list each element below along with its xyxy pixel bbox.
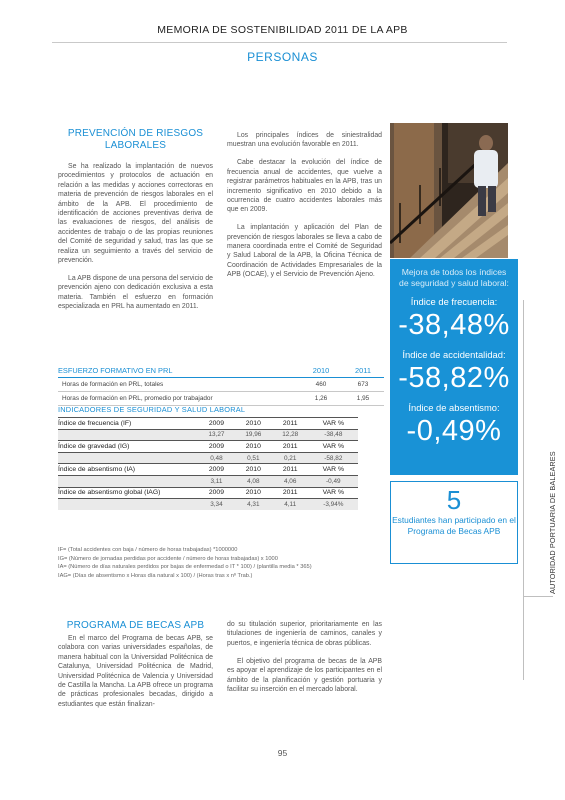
kpi-highlight-box — [390, 259, 518, 475]
table-header-row — [58, 366, 384, 378]
cell-value: 0,21 — [272, 452, 309, 464]
col-header: 2011 — [272, 441, 309, 453]
prl-heading: PREVENCIÓN DE RIESGOS LABORALES — [67, 128, 204, 151]
cell-value: 4,11 — [272, 499, 309, 510]
col-header: 2011 — [272, 464, 309, 476]
paragraph: Se ha realizado la implantación de nuevos procedimientos y protocolos de actuación en relación a las medidas y acciones correctoras en materia de prevención de riesgos laborales en el ámbito de la APB. El procedimiento de identificación de acciones preventivas deriva de las evaluaciones de riesgos, del análisis de accidentes de trabajo o de las propias reuniones del Comité de seguridad y salud, tras las que se realiza un seguimiento a través del servicio de prevención. — [58, 163, 213, 265]
cell-value: 12,28 — [272, 429, 309, 441]
col-header: 2010 — [235, 418, 272, 430]
empty-cell — [58, 452, 198, 464]
indicator-value-row — [58, 452, 358, 464]
students-box — [390, 481, 518, 564]
becas-column-1 — [58, 634, 213, 718]
indicator-value-row — [58, 475, 358, 487]
section-title: PERSONAS — [247, 50, 318, 64]
year-header: 2010 — [300, 366, 342, 378]
indicators-title: INDICADORES DE SEGURIDAD Y SALUD LABORAL — [58, 405, 246, 414]
note-line: IG= (Número de jornadas perdidas por accidente / número de horas trabajadas) x 1000 — [58, 555, 278, 562]
kpi-value-accident: -58,82% — [398, 362, 510, 394]
indicator-value-row — [58, 429, 358, 441]
cell-value: -38,48 — [309, 429, 358, 441]
cell-value: 0,51 — [235, 452, 272, 464]
col-header: 2009 — [198, 487, 235, 499]
students-text: Estudiantes han participado en el Programa de Becas APB — [392, 515, 516, 536]
cell-value: 1,26 — [300, 392, 342, 406]
indicator-name: Índice de frecuencia (IF) — [58, 418, 198, 430]
cell-value: -0,49 — [309, 475, 358, 487]
paragraph: La APB dispone de una persona del servicio de prevención ajeno con dedicación exclusiva a esta materia. También el esfuerzo en formación especializada en PRL ha aumentado en 2011. — [58, 274, 213, 311]
col-header: 2010 — [235, 441, 272, 453]
col-header: 2009 — [198, 441, 235, 453]
kpi-intro: Mejora de todos los índices de seguridad y salud laboral: — [399, 267, 509, 288]
empty-cell — [58, 429, 198, 441]
cell-value: 4,06 — [272, 475, 309, 487]
cell-value: 673 — [342, 378, 384, 392]
becas-column-2 — [227, 620, 382, 703]
becas-heading: PROGRAMA DE BECAS APB — [66, 620, 205, 631]
empty-cell — [58, 475, 198, 487]
side-divider — [523, 300, 524, 680]
kpi-value-frequency: -38,48% — [398, 309, 510, 341]
page-header-title: MEMORIA DE SOSTENIBILIDAD 2011 DE LA APB — [157, 24, 408, 36]
header-divider — [52, 42, 507, 43]
col-header: 2009 — [198, 418, 235, 430]
cell-value: 4,31 — [235, 499, 272, 510]
col-header: VAR % — [309, 441, 358, 453]
note-line: IF= (Total accidentes con baja / número de horas trabajadas) *1000000 — [58, 547, 238, 553]
indicators-table — [58, 417, 358, 510]
training-table — [58, 366, 384, 406]
col-header: VAR % — [309, 487, 358, 499]
cell-value: 3,34 — [198, 499, 235, 510]
paragraph: La implantación y aplicación del Plan de prevención de riesgos laborales se lleva a cabo de manera coordinada entre el Comité de Seguridad y Salud Laboral de la APB, la Oficina Técnica de Coordinación de Actividades Empresariales de la APB (OCAE), y el Servicio de Prevención Ajeno. — [227, 224, 382, 279]
indicator-name: Índice de absentismo (IA) — [58, 464, 198, 476]
paragraph: Cabe destacar la evolución del índice de frecuencia anual de accidentes, que vuelve a registrar parámetros habituales en la APB, tras un incremento significativo en 2010 debido a la ocurrencia de cuatro accidentes laborales más que en 2009. — [227, 159, 382, 214]
staircase-photo — [390, 123, 508, 258]
students-number: 5 — [446, 485, 462, 515]
indicator-value-row — [58, 499, 358, 510]
table-row — [58, 392, 384, 406]
formula-notes — [58, 546, 388, 580]
kpi-label-frequency: Índice de frecuencia: — [410, 296, 498, 307]
cell-value: -3,94% — [309, 499, 358, 510]
indicator-header-row — [58, 487, 358, 499]
indicator-header-row — [58, 441, 358, 453]
indicator-name: Índice de gravedad (IG) — [58, 441, 198, 453]
cell-value: -58,82 — [309, 452, 358, 464]
year-header: 2011 — [342, 366, 384, 378]
col-header: VAR % — [309, 464, 358, 476]
kpi-label-accident: Índice de accidentalidad: — [402, 349, 506, 360]
indicator-header-row — [58, 464, 358, 476]
cell-value: 1,95 — [342, 392, 384, 406]
col-header: 2010 — [235, 487, 272, 499]
table-row — [58, 378, 384, 392]
empty-cell — [58, 499, 198, 510]
col-header: 2009 — [198, 464, 235, 476]
training-title: ESFUERZO FORMATIVO EN PRL — [58, 366, 300, 378]
col-header: 2011 — [272, 418, 309, 430]
note-line: IA= (Número de días naturales perdidos por bajas de enfermedad o IT * 100) / (plantilla media * 365) — [58, 564, 312, 570]
prl-column-2 — [227, 131, 382, 288]
side-tab-line — [523, 596, 553, 597]
row-label: Horas de formación en PRL, promedio por trabajador — [58, 392, 300, 406]
side-label: AUTORIDAD PORTUARIA DE BALEARES — [548, 451, 557, 594]
cell-value: 460 — [300, 378, 342, 392]
cell-value: 13,27 — [198, 429, 235, 441]
cell-value: 3,11 — [198, 475, 235, 487]
col-header: 2011 — [272, 487, 309, 499]
paragraph: El objetivo del programa de becas de la APB es apoyar el aprendizaje de los participantes en el ámbito de la planificación y gestión portuaria y facilitar su inserción en el mercado laboral. — [227, 657, 382, 693]
cell-value: 0,48 — [198, 452, 235, 464]
photo-illustration — [390, 123, 508, 258]
indicator-header-row — [58, 418, 358, 430]
page-number: 95 — [277, 748, 288, 758]
paragraph: Los principales índices de siniestralidad muestran una evolución favorable en 2011. — [227, 132, 382, 149]
kpi-label-absenteeism: Índice de absentismo: — [408, 402, 500, 413]
indicator-name: Índice de absentismo global (IAG) — [58, 487, 198, 499]
col-header: VAR % — [309, 418, 358, 430]
cell-value: 4,08 — [235, 475, 272, 487]
paragraph: En el marco del Programa de becas APB, se colabora con varias universidades españolas, de manera habitual con la Universidad Politécnica de Catalunya, Universidad Politécnica de Madrid, Universidad Politécnica de Valencia y Universidad de Castilla la Mancha. La APB ofrece un programa de prácticas profesionales becadas, dirigido a estudiantes que están finalizan- — [58, 635, 213, 708]
prl-column-1 — [58, 162, 213, 320]
note-line: IAG= (Días de absentismo x Horas día natural x 100) / (Horas tras x nº Trab.) — [58, 572, 253, 579]
paragraph: do su titulación superior, prioritariamente en las titulaciones de ingeniería de caminos, canales y puertos, e ingeniería técnica de obras públicas. — [227, 621, 382, 647]
col-header: 2010 — [235, 464, 272, 476]
cell-value: 19,96 — [235, 429, 272, 441]
row-label: Horas de formación en PRL, totales — [58, 378, 300, 392]
kpi-value-absenteeism: -0,49% — [406, 415, 502, 447]
